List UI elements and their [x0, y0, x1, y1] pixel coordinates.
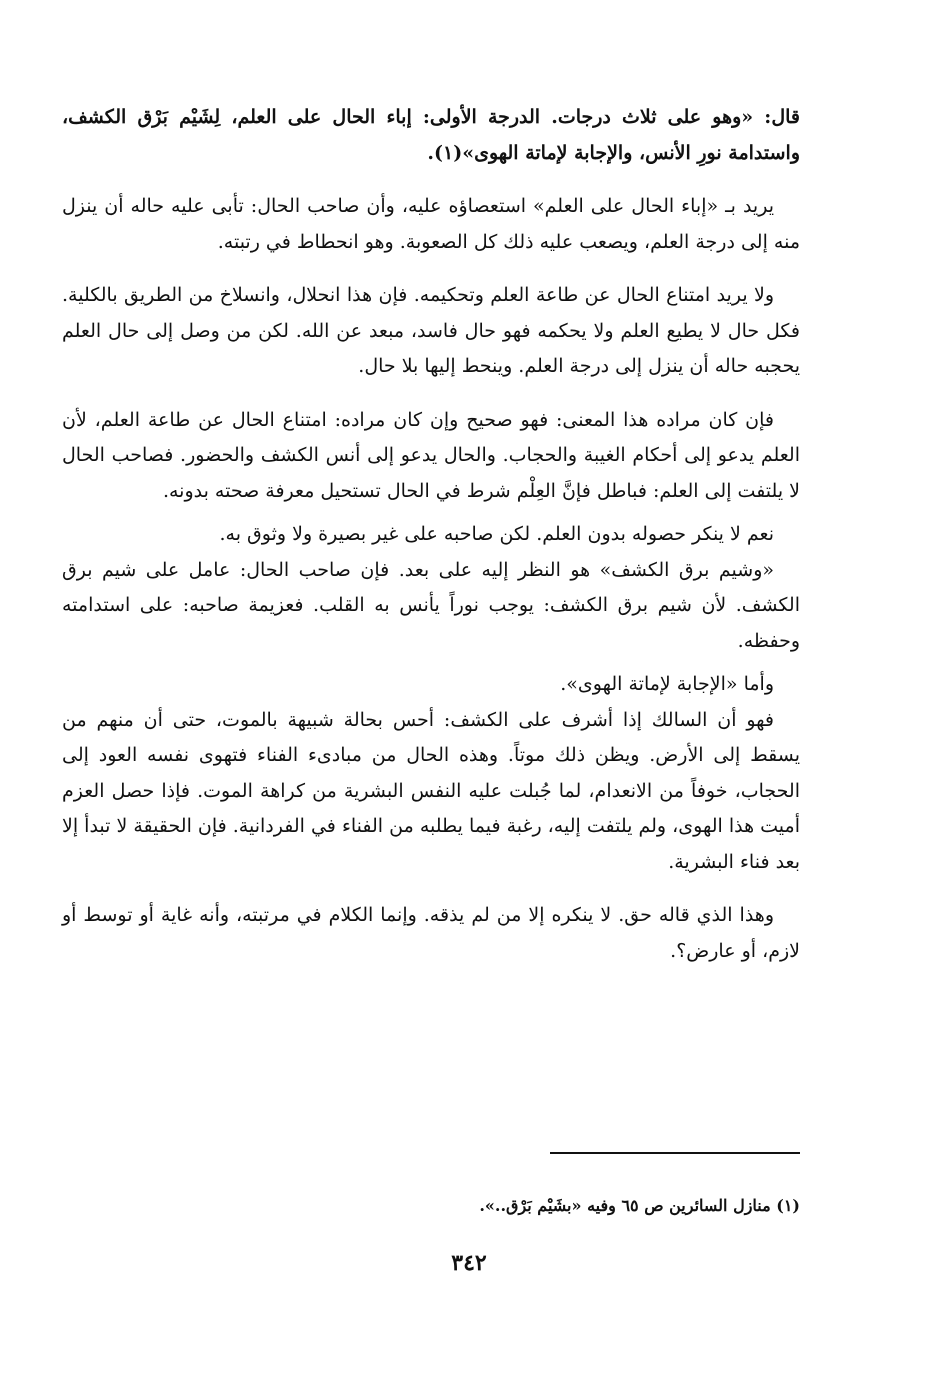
page-number: ٣٤٢ — [451, 1250, 487, 1276]
paragraph: فإن كان مراده هذا المعنى: فهو صحيح وإن كان مراده: امتناع الحال عن طاعة العلم، لأن العلم يدعو إلى أحكام الغيبة والحجاب. والحال يدعو إلى أنس الكشف والحضور. فصاحب الحال لا يلتفت إلى العلم: فباطل فإنَّ العِلْم شرط في الحال تستحيل معرفة صحته بدونه. — [62, 408, 800, 502]
footnote-divider — [550, 1152, 800, 1154]
paragraph: وأما «الإجابة لإماتة الهوى». — [560, 673, 774, 695]
quoted-text: قال: «وهو على ثلاث درجات. الدرجة الأولى: إباء الحال على العلم، لِشَيْم بَرْق الكشف، واستدامة نورِ الأنس، والإجابة لإماتة الهوى»(١). — [62, 106, 800, 164]
paragraph: ولا يريد امتناع الحال عن طاعة العلم وتحكيمه. فإن هذا انحلال، وانسلاخ من الطريق بالكلية. فكل حال لا يطيع العلم ولا يحكمه فهو حال فاسد، مبعد عن الله. لكن من وصل إلى حال العلم يحجبه حاله أن ينزل إلى درجة العلم. وينحط إليها بلا حال. — [62, 284, 800, 377]
paragraph: وهذا الذي قاله حق. لا ينكره إلا من لم يذقه. وإنما الكلام في مرتبته، وأنه غاية أو توسط أو لازم، أو عارض؟. — [62, 904, 800, 962]
paragraph: «وشيم برق الكشف» هو النظر إليه على بعد. فإن صاحب الحال: عامل على شيم برق الكشف. لأن شيم برق الكشف: يوجب نوراً يأنس به القلب. فعزيمة صاحبه: على استدامته وحفظه. — [62, 558, 800, 652]
page-body — [62, 100, 800, 969]
paragraph: فهو أن السالك إذا أشرف على الكشف: أحس بحالة شبيهة بالموت، حتى أن منهم من يسقط إلى الأرض. ويظن ذلك موتاً. وهذه الحال من مبادىء الفناء فتهوى نفسه العود إلى الحجاب، خوفاً من الانعدام، لما جُبلت عليه النفس البشرية من كراهة الموت. فإذا حصل العزم أميت هذا الهوى، ولم يلتفت إليه، رغبة فيما يطلبه من الفناء في الفردانية. فإن الحقيقة لا تبدأ إلا بعد فناء البشرية. — [62, 708, 800, 873]
paragraph: نعم لا ينكر حصوله بدون العلم. لكن صاحبه على غير بصيرة ولا وثوق به. — [219, 523, 774, 545]
footnote: (١) منازل السائرين ص ٦٥ وفيه «بشَيْم بَرْق..». — [479, 1196, 800, 1215]
paragraph: يريد بـ «إباء الحال على العلم» استعصاؤه عليه، وأن صاحب الحال: تأبى عليه حاله أن ينزل منه إلى درجة العلم، ويصعب عليه ذلك كل الصعوبة. وهو انحطاط في رتبته. — [62, 195, 800, 253]
